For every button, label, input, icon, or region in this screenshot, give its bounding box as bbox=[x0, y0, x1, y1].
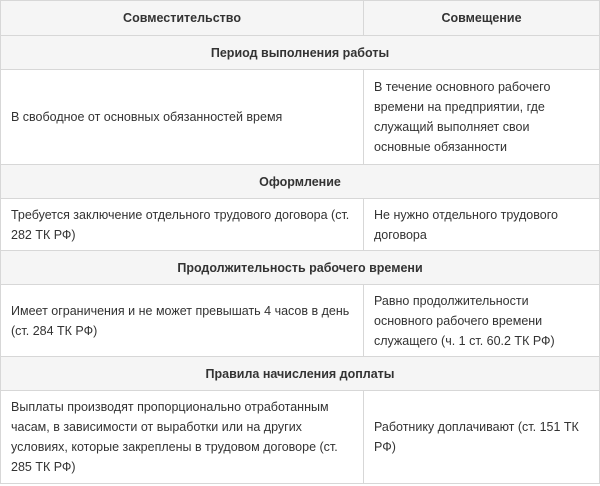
section-row bbox=[1, 251, 600, 285]
column-header-combination: Совмещение bbox=[364, 1, 600, 36]
section-title-registration: Оформление bbox=[1, 165, 600, 199]
cell-part-time: Требуется заключение отдельного трудового договора (ст. 282 ТК РФ) bbox=[1, 199, 364, 251]
cell-combination: В течение основного рабочего времени на предприятии, где служащий выполняет свои основные обязанности bbox=[364, 70, 600, 165]
table-row bbox=[1, 391, 600, 484]
table-row bbox=[1, 199, 600, 251]
header-row bbox=[1, 1, 600, 36]
table-row bbox=[1, 285, 600, 357]
section-row bbox=[1, 36, 600, 70]
section-title-payment-rules: Правила начисления доплаты bbox=[1, 357, 600, 391]
cell-combination: Работнику доплачивают (ст. 151 ТК РФ) bbox=[364, 391, 600, 484]
cell-part-time: Имеет ограничения и не может превышать 4 часов в день (ст. 284 ТК РФ) bbox=[1, 285, 364, 357]
cell-part-time: Выплаты производят пропорционально отработанным часам, в зависимости от выработки или на других условиях, которые закреплены в трудовом договоре (ст. 285 ТК РФ) bbox=[1, 391, 364, 484]
cell-part-time: В свободное от основных обязанностей время bbox=[1, 70, 364, 165]
section-row bbox=[1, 357, 600, 391]
column-header-part-time: Совместительство bbox=[1, 1, 364, 36]
table-row bbox=[1, 70, 600, 165]
cell-combination: Не нужно отдельного трудового договора bbox=[364, 199, 600, 251]
section-title-working-hours: Продолжительность рабочего времени bbox=[1, 251, 600, 285]
section-row bbox=[1, 165, 600, 199]
cell-combination: Равно продолжительности основного рабочего времени служащего (ч. 1 ст. 60.2 ТК РФ) bbox=[364, 285, 600, 357]
section-title-work-period: Период выполнения работы bbox=[1, 36, 600, 70]
